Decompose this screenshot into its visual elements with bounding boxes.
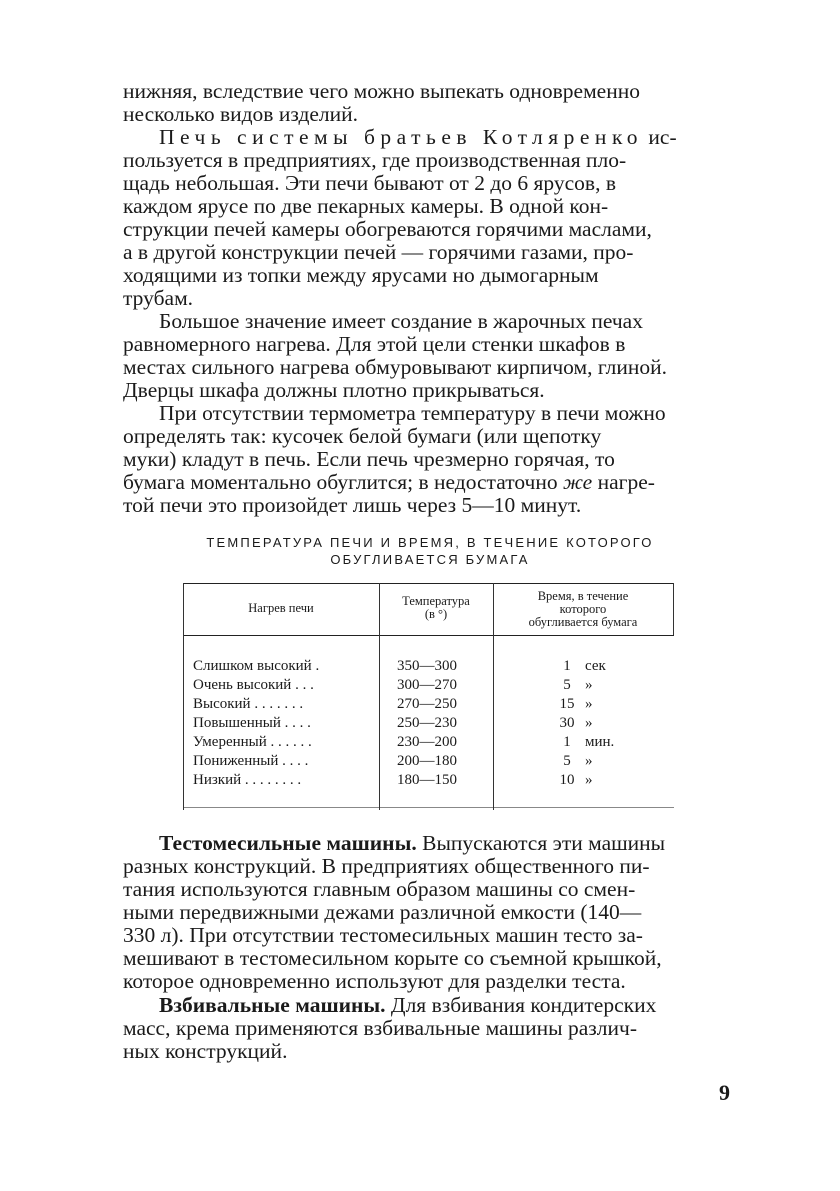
cell-time: 1 [563,658,571,674]
column-header-heat: Нагрев печи [248,601,314,615]
line: каждом ярусе по две пекарных камеры. В одной кон- [123,194,609,218]
cell-temperature: 250—230 [397,715,457,731]
line: струкции печей камеры обогреваются горячими маслами, [123,217,652,241]
cell-unit: мин. [585,734,615,750]
cell-temperature: 300—270 [397,677,457,693]
table-row [183,752,674,771]
line: нижняя, вследствие чего можно выпекать одновременно [123,79,640,103]
cell-unit: » [585,772,593,788]
paragraph-intro [123,80,731,126]
bold-heading: Тестомесильные машины. [159,831,417,855]
table-row [183,657,674,676]
cell-heat: Очень высокий . . . [193,677,314,693]
cell-unit: » [585,677,593,693]
table-top-rule [183,583,674,584]
header-line: Время, в течение [537,589,629,603]
column-header-temperature [379,595,493,621]
header-line: Температура [402,594,470,608]
table-title-line: ТЕМПЕРАТУРА ПЕЧИ И ВРЕМЯ, В ТЕЧЕНИЕ КОТОРОГО [206,535,654,550]
table-right-border [673,583,674,635]
cell-temperature: 230—200 [397,734,457,750]
line: а в другой конструкции печей — горячими газами, про- [123,240,634,264]
bold-heading: Взбивальные машины. [159,993,386,1017]
line: щадь небольшая. Эти печи бывают от 2 до 6 ярусов, в [123,171,616,195]
line-rest: ис- [643,125,677,149]
line-part: нагре- [592,470,655,494]
header-line: обугливается бумага [528,615,638,629]
cell-heat: Низкий . . . . . . . . [193,772,302,788]
line [123,471,731,494]
line-rest: Выпускаются эти машины [416,831,666,855]
table-row [183,714,674,733]
line [123,832,731,855]
line: определять так: кусочек белой бумаги (или щепотку [123,424,602,448]
line: При отсутствии термометра температуру в печи можно [159,401,666,425]
cell-unit: » [585,696,593,712]
line: ных конструкций. [123,1039,288,1063]
line [123,126,731,149]
line: Дверцы шкафа должны плотно прикрываться. [123,378,545,402]
spaced-heading: Печь системы братьев Котляренко [159,125,644,149]
table-row [183,733,674,752]
cell-heat: Слишком высокий . [193,658,320,674]
line: ными передвижными дежами различной емкости (140— [123,900,642,924]
line: равномерного нагрева. Для этой цели стенки шкафов в [123,332,626,356]
column-header-time [493,590,673,629]
cell-heat: Умеренный . . . . . . [193,734,312,750]
line: несколько видов изделий. [123,102,359,126]
cell-temperature: 270—250 [397,696,457,712]
italic-word: же [562,470,593,494]
cell-time: 15 [559,696,575,712]
cell-time: 1 [563,734,571,750]
oven-temperature-table [183,583,674,810]
line: разных конструкций. В предприятиях общественного пи- [123,854,650,878]
table-header-rule [183,635,674,636]
line: местах сильного нагрева обмуровывают кирпичом, глиной. [123,355,667,379]
line: Большое значение имеет создание в жарочных печах [159,309,643,333]
cell-temperature: 180—150 [397,772,457,788]
line: мешивают в тестомесильном корыте со съемной крышкой, [123,946,662,970]
cell-time: 30 [559,715,575,731]
line: той печи это произойдет лишь через 5—10 минут. [123,493,582,517]
line: которое одновременно используют для разделки теста. [123,969,626,993]
line: 330 л). При отсутствии тестомесильных машин тесто за- [123,923,643,947]
paragraph-dough-mixers [123,832,731,993]
page-number: 9 [719,1080,730,1105]
line: пользуется в предприятиях, где производственная пло- [123,148,627,172]
cell-heat: Высокий . . . . . . . [193,696,304,712]
line: масс, крема применяются взбивальные машины различ- [123,1016,637,1040]
paragraph-temperature-check [123,402,731,517]
table-row [183,676,674,695]
cell-unit: » [585,715,593,731]
table-bottom-rule [183,807,674,808]
table-row [183,695,674,714]
line: трубам. [123,286,194,310]
cell-heat: Повышенный . . . . [193,715,311,731]
paragraph-kotlyarenko-oven [123,126,731,310]
cell-unit: » [585,753,593,769]
paragraph-uniform-heating [123,310,731,402]
header-line: которого [559,602,607,616]
table-row [183,771,674,790]
cell-time: 10 [559,772,575,788]
cell-time: 5 [563,677,571,693]
line: муки) кладут в печь. Если печь чрезмерно горячая, то [123,447,615,471]
line: тания используются главным образом машины со смен- [123,877,636,901]
cell-heat: Пониженный . . . . [193,753,309,769]
line [123,994,731,1017]
table-title [160,534,700,568]
line-rest: Для взбивания кондитерских [385,993,657,1017]
cell-temperature: 200—180 [397,753,457,769]
line: ходящими из топки между ярусами но дымогарным [123,263,599,287]
table-title-line: ОБУГЛИВАЕТСЯ БУМАГА [330,552,530,567]
line-part: бумага моментально обуглится; в недостаточно [123,470,563,494]
cell-temperature: 350—300 [397,658,457,674]
paragraph-whipping-machines [123,994,731,1063]
cell-unit: сек [585,658,606,674]
cell-time: 5 [563,753,571,769]
header-line: (в °) [424,607,448,621]
